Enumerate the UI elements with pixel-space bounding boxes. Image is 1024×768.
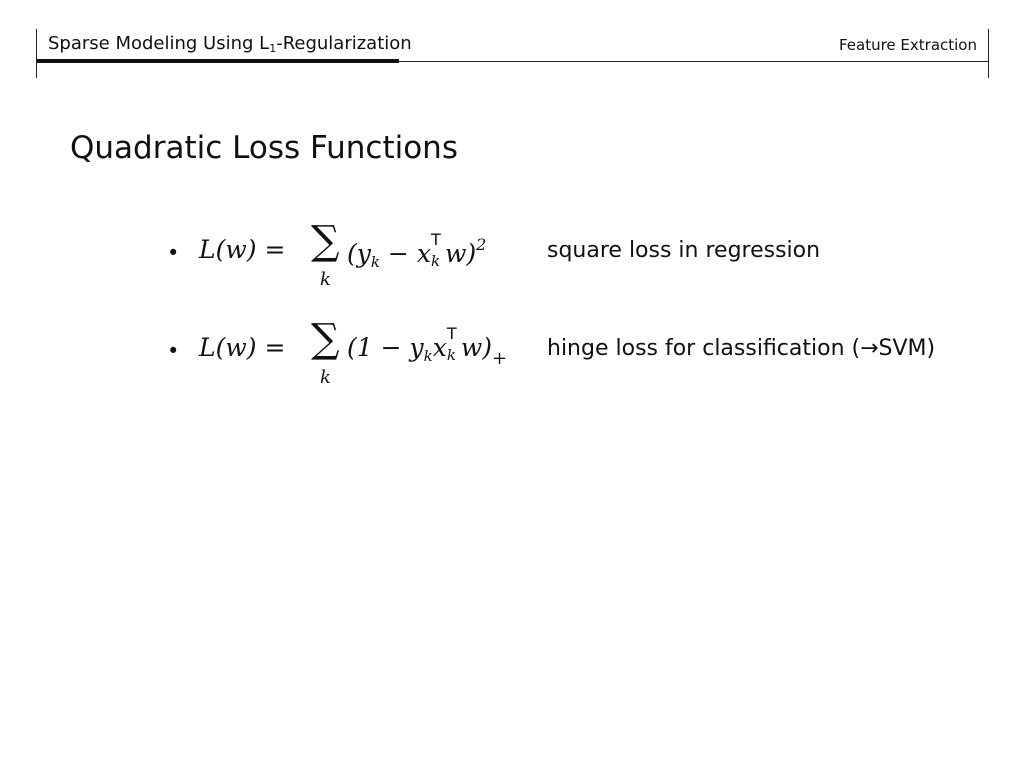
formula-rhs: [347, 230, 487, 271]
summation-index: k: [320, 269, 331, 290]
bullet-description: hinge loss for classification (→SVM): [547, 336, 936, 361]
formula-term: (1 − y: [347, 333, 424, 362]
formula-lhs: L(w) =: [199, 235, 286, 264]
formula-term: − x: [379, 239, 431, 268]
formula-subsup: [446, 324, 461, 364]
formula-lhs: L(w) =: [199, 333, 286, 362]
formula-subscript: k: [430, 252, 441, 270]
formula-subscript: k: [423, 347, 433, 365]
formula-term: x: [432, 333, 447, 362]
formula-term: w): [444, 239, 477, 268]
header-progress-bar: [37, 59, 399, 63]
header-right-divider: [988, 29, 989, 78]
summation-index: k: [320, 367, 331, 388]
bullet-item: [167, 316, 967, 393]
formula-subsup: [430, 230, 445, 270]
bullet-item: [167, 218, 967, 295]
formula-term: w): [460, 333, 492, 362]
header-course-title-subscript: 1: [269, 42, 277, 55]
formula-hinge-loss: [199, 316, 539, 395]
header-left-divider: [36, 29, 37, 78]
header-course-title: [48, 33, 412, 55]
header-course-title-rest: -Regularization: [276, 33, 412, 54]
summation-symbol: ∑: [311, 218, 340, 264]
transpose-superscript: T: [446, 324, 457, 343]
formula-subscript: k: [446, 346, 456, 364]
formula-positive-part: +: [491, 348, 508, 369]
formula-square-loss: [199, 218, 539, 297]
slide-title: Quadratic Loss Functions: [70, 130, 458, 166]
formula-power: 2: [476, 235, 487, 254]
formula-subscript: k: [370, 253, 380, 271]
formula-term: (y: [347, 239, 371, 268]
formula-rhs: [347, 324, 508, 369]
transpose-superscript: T: [430, 230, 441, 249]
bullet-marker: •: [167, 339, 180, 363]
header-section-title: Feature Extraction: [838, 36, 977, 54]
bullet-marker: •: [167, 241, 180, 265]
header-course-title-main: Sparse Modeling Using L: [48, 33, 270, 54]
bullet-description: square loss in regression: [547, 238, 821, 263]
summation-symbol: ∑: [311, 316, 340, 362]
